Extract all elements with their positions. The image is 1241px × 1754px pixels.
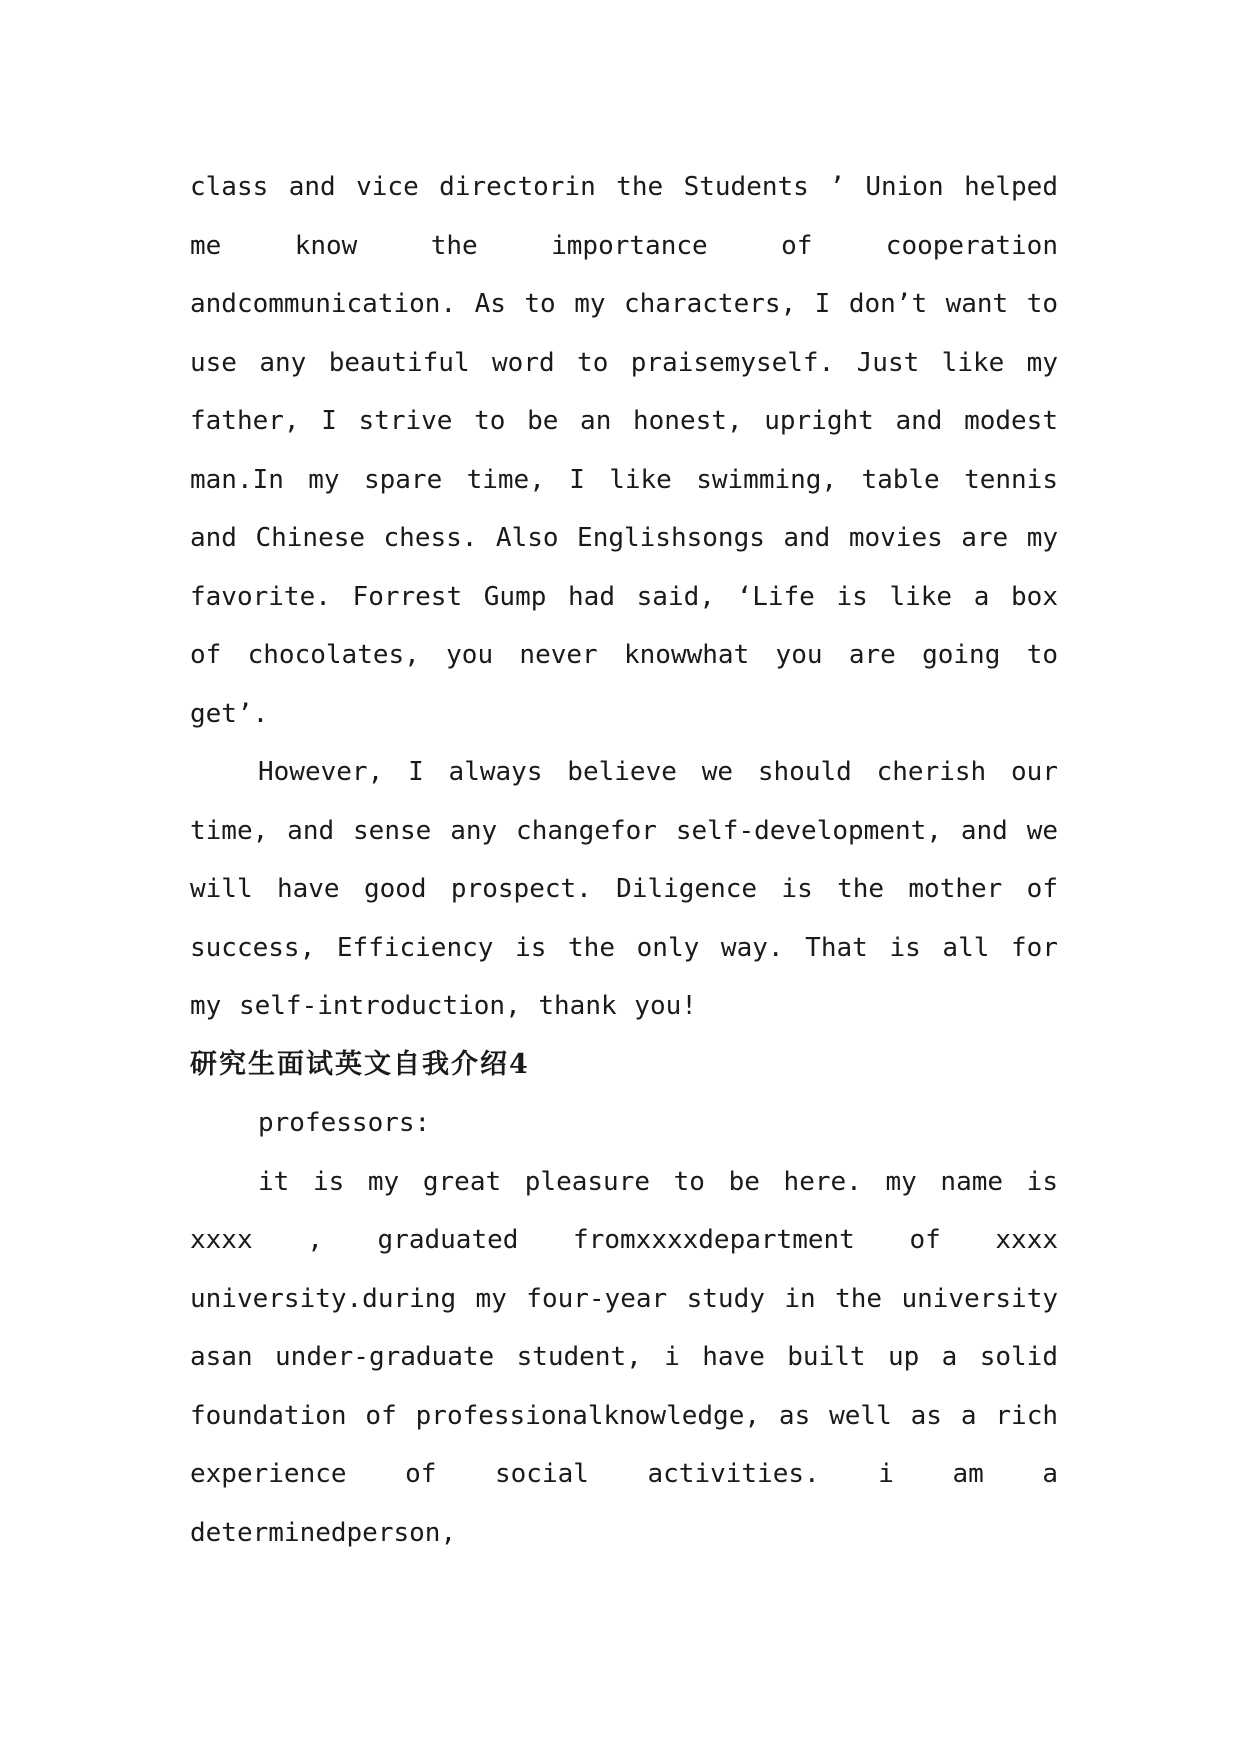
- section-heading: 研究生面试英文自我介绍4: [190, 1048, 530, 1080]
- paragraph-introduction: it is my great pleasure to be here. my name is xxxx , graduated fromxxxxdepartment of xxxx university.during my four-year study in the university asan under-graduate student, i have built up a solid foundation of professionalknowledge, as well as a rich experience of social activities. i am a determinedperson,: [190, 1166, 1058, 1548]
- salutation: professors:: [258, 1108, 431, 1138]
- document-body: [190, 158, 1058, 1562]
- paragraph-characters-hobbies: class and vice directorin the Students ’ Union helped me know the importance of cooperation andcommunication. As to my characters, I don’t want to use any beautiful word to praisemyself. Just like my father, I strive to be an honest, upright and modest man.In my spare time, I like swimming, table tennis and Chinese chess. Also Englishsongs and movies are my favorite. Forrest Gump had said, ‘Life is like a box of chocolates, you never knowwhat you are going to get’.: [190, 172, 1058, 729]
- paragraph-closing: However, I always believe we should cherish our time, and sense any changefor self-development, and we will have good prospect. Diligence is the mother of success, Efficiency is the only way. That is all for my self-introduction, thank you!: [190, 757, 1058, 1021]
